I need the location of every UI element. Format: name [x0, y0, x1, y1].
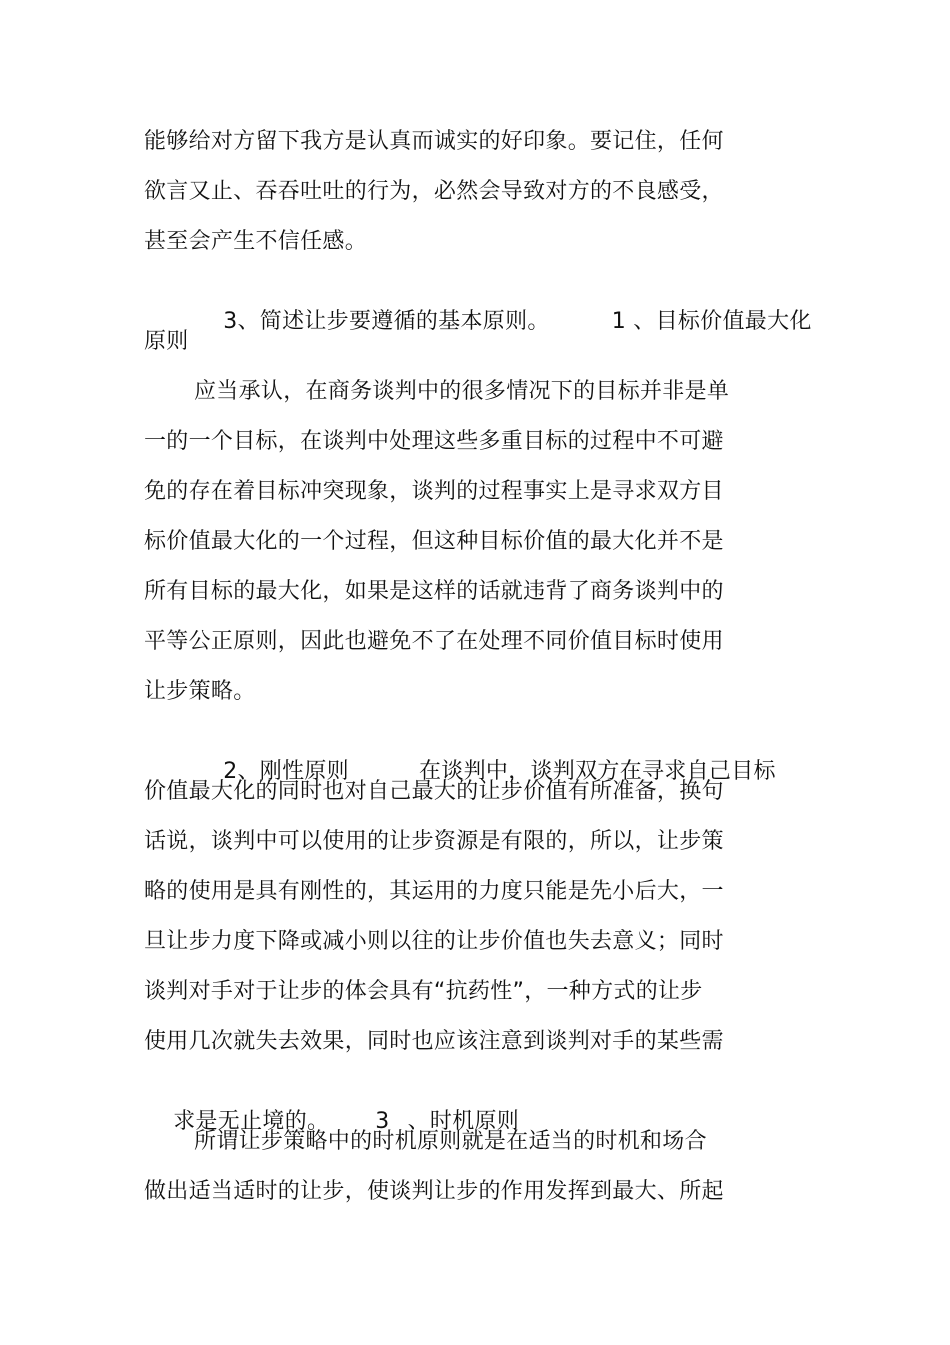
- text-line: 谈判对手对于让步的体会具有“抗药性”，一种方式的让步: [144, 979, 703, 1004]
- text-line: 略的使用是具有刚性的，其运用的力度只能是先小后大，一: [144, 879, 724, 904]
- text-line: 让步策略。: [144, 679, 256, 704]
- text-line: 价值最大化的同时也对自己最大的让步价值有所准备，换句: [144, 779, 724, 804]
- subsection-heading: 2、刚性原则: [223, 759, 349, 784]
- text-line: 平等公正原则，因此也避免不了在处理不同价值目标时使用: [144, 629, 724, 654]
- text-segment: 在谈判中，谈判双方在寻求自己目标: [419, 759, 776, 784]
- text-line: 能够给对方留下我方是认真而诚实的好印象。要记住，任何: [144, 129, 724, 154]
- text-line: 做出适当适时的让步，使谈判让步的作用发挥到最大、所起: [144, 1179, 724, 1204]
- text-segment: 求是无止境的。: [173, 1109, 330, 1134]
- text-line: 所有目标的最大化，如果是这样的话就违背了商务谈判中的: [144, 579, 724, 604]
- subsection-number: 3: [375, 1109, 390, 1134]
- subsection-heading: 、时机原则: [407, 1109, 520, 1134]
- text-line: 话说，谈判中可以使用的让步资源是有限的，所以，让步策: [144, 829, 724, 854]
- text-line: 应当承认，在商务谈判中的很多情况下的目标并非是单: [194, 379, 730, 404]
- text-line: 标价值最大化的一个过程，但这种目标价值的最大化并不是: [144, 529, 724, 554]
- text-line: 甚至会产生不信任感。: [144, 229, 368, 254]
- text-line: 欲言又止、吞吞吐吐的行为，必然会导致对方的不良感受，: [144, 179, 724, 204]
- heading-line: [194, 277, 812, 367]
- text-line: 旦让步力度下降或减小则以往的让步价值也失去意义；同时: [144, 929, 724, 954]
- subsection-heading: 1 、目标价值最大化: [611, 309, 812, 334]
- text-line: 免的存在着目标冲突现象，谈判的过程事实上是寻求双方目: [144, 479, 724, 504]
- section-heading: 3、简述让步要遵循的基本原则。: [223, 309, 550, 334]
- text-line: 使用几次就失去效果，同时也应该注意到谈判对手的某些需: [144, 1029, 724, 1054]
- text-line: 一的一个目标，在谈判中处理这些多重目标的过程中不可避: [144, 429, 724, 454]
- text-line: 原则: [144, 329, 189, 354]
- text-line: 所谓让步策略中的时机原则就是在适当的时机和场合: [194, 1129, 707, 1154]
